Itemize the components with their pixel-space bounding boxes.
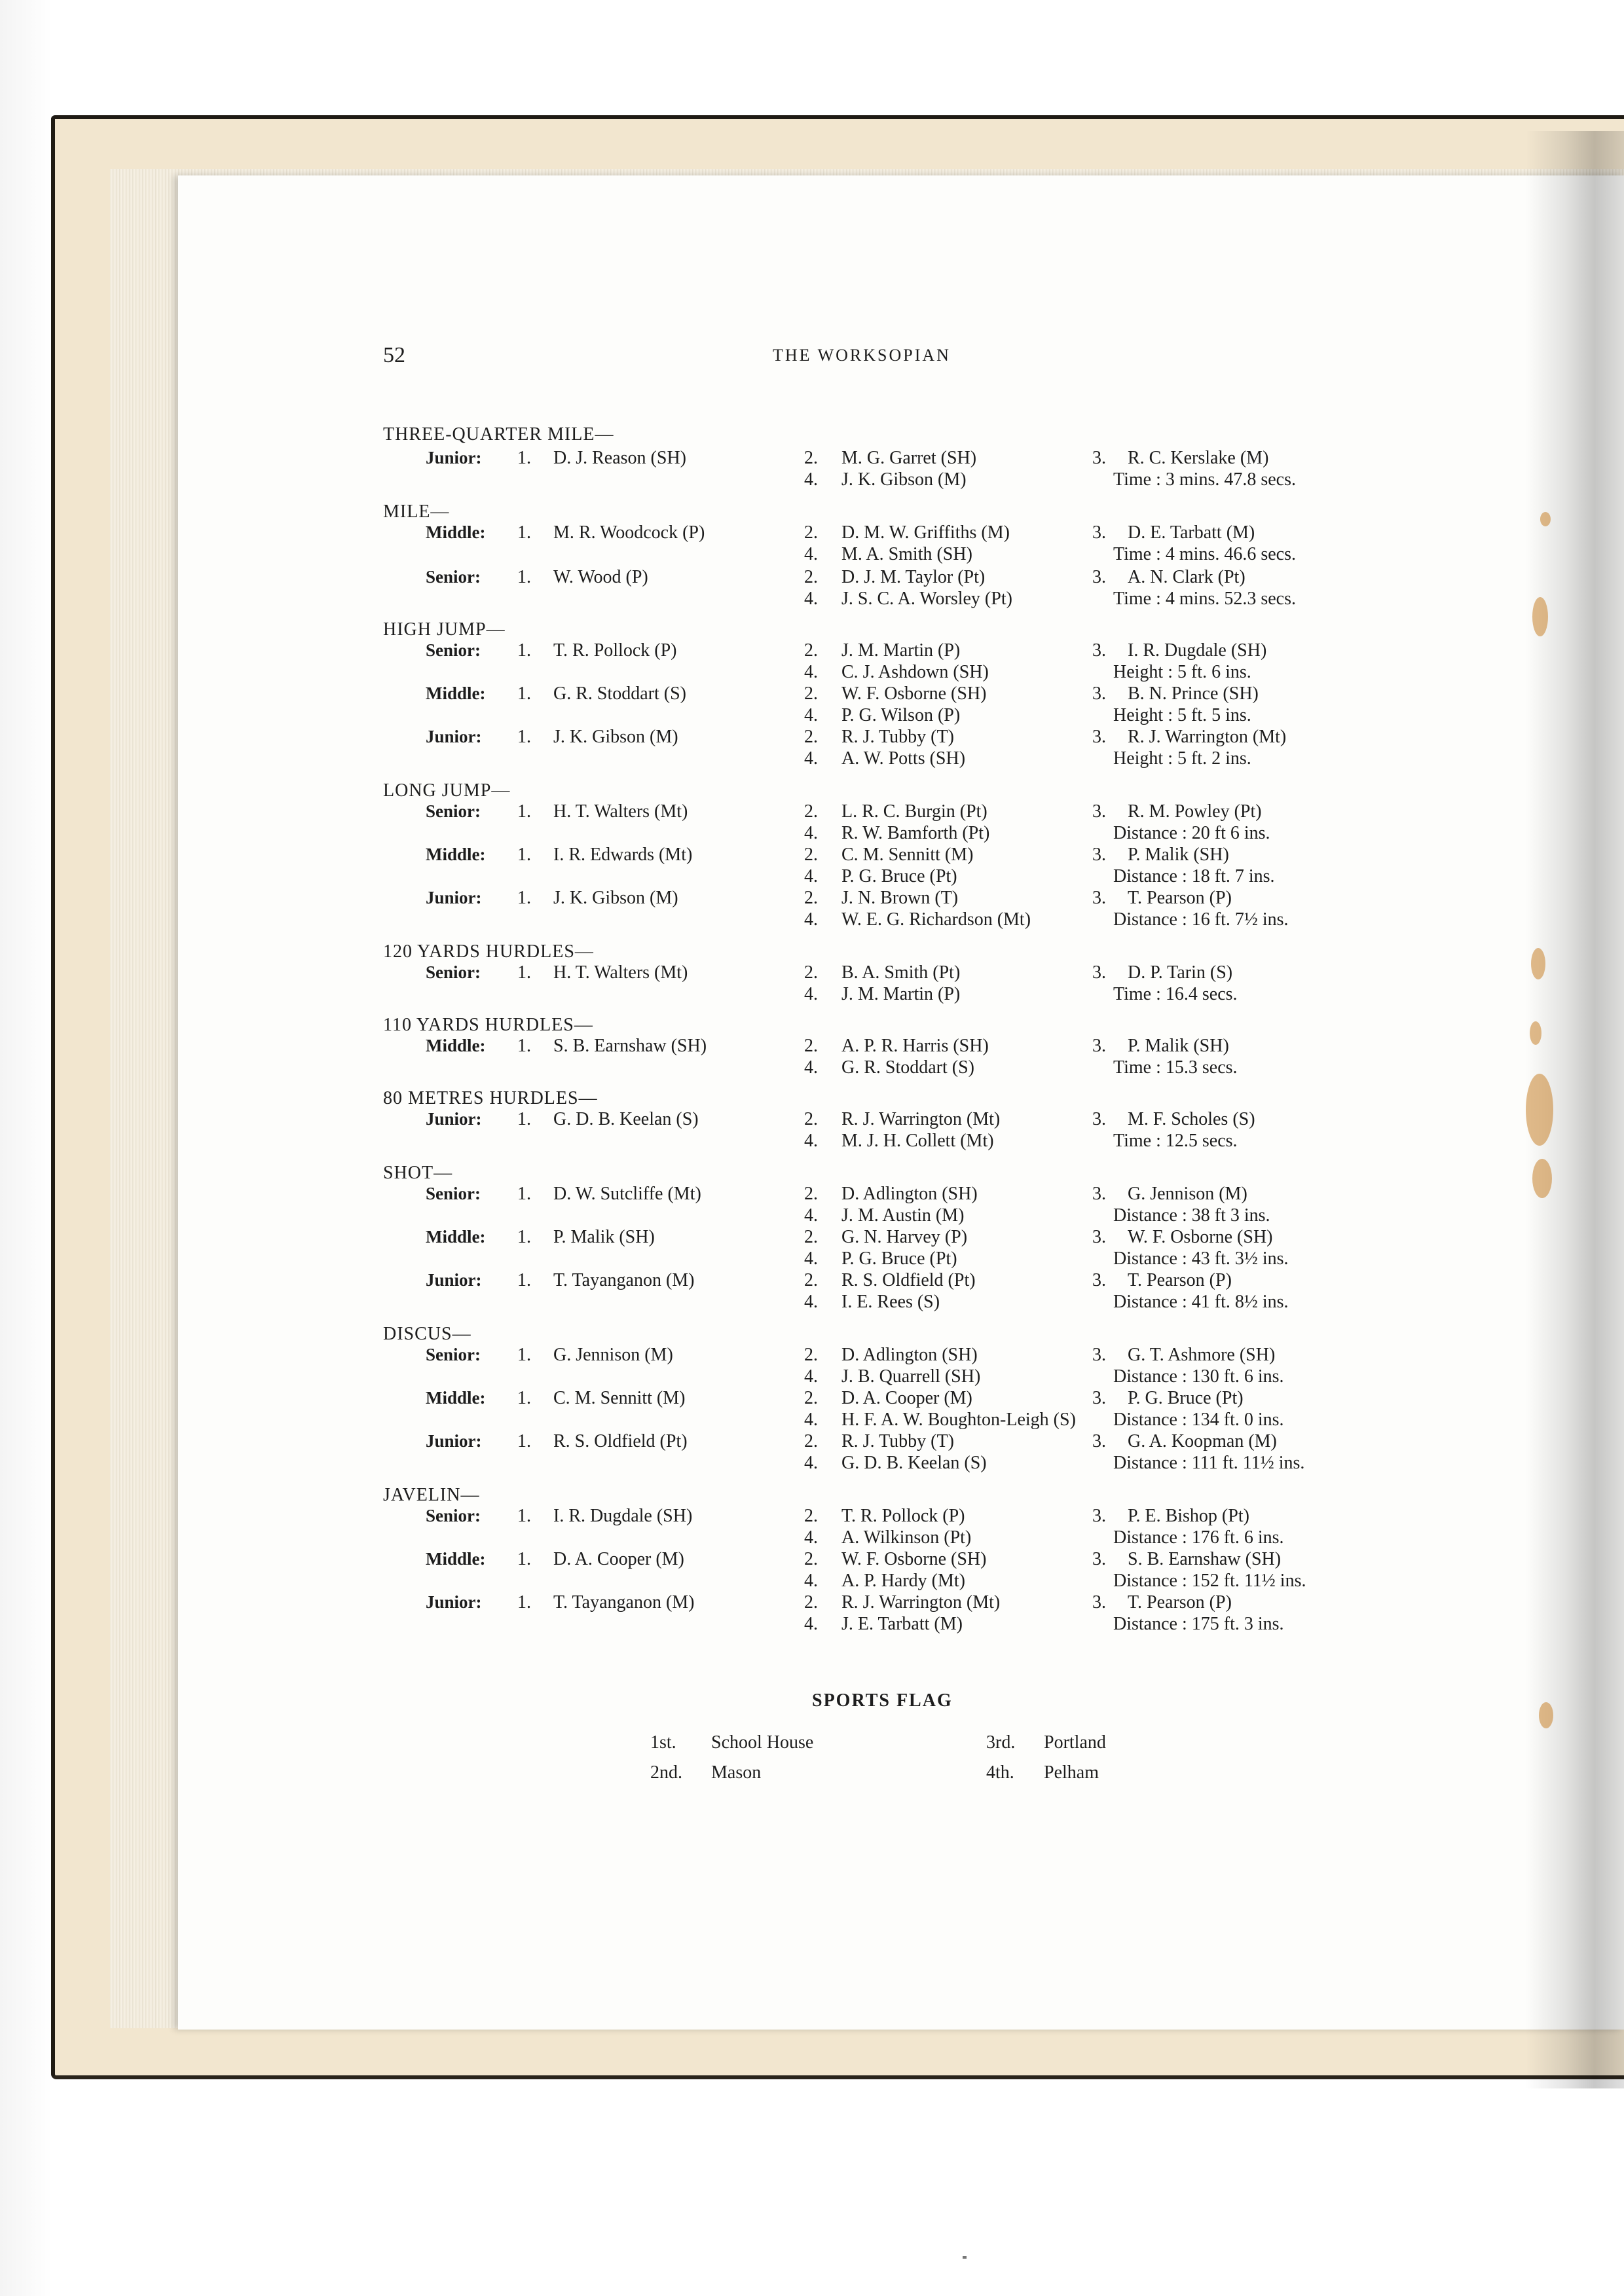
place-number: 4. xyxy=(804,1205,818,1226)
place-number: 1. xyxy=(517,1227,531,1247)
place-number: 2. xyxy=(804,888,818,908)
scan-speck xyxy=(963,2256,967,2259)
place-number: 3. xyxy=(1092,683,1106,704)
place-number: 3. xyxy=(1092,1431,1106,1451)
place-number: 4. xyxy=(804,705,818,725)
fourth-place-name: R. W. Bamforth (Pt) xyxy=(841,823,990,843)
place-number: 1. xyxy=(517,1036,531,1056)
result-measure: Distance : 130 ft. 6 ins. xyxy=(1113,1366,1284,1387)
category-label: Middle: xyxy=(426,1549,486,1569)
third-place-name: G. Jennison (M) xyxy=(1128,1184,1247,1204)
fourth-place-name: J. K. Gibson (M) xyxy=(841,469,967,490)
category-label: Middle: xyxy=(426,683,486,703)
second-place-name: T. R. Pollock (P) xyxy=(841,1506,965,1526)
event-title: SHOT— xyxy=(383,1163,453,1183)
place-number: 3. xyxy=(1092,845,1106,865)
fourth-place-name: P. G. Wilson (P) xyxy=(841,705,961,725)
third-place-name: R. M. Powley (Pt) xyxy=(1128,801,1262,822)
flag-house: School House xyxy=(711,1732,814,1753)
fourth-place-name: J. B. Quarrell (SH) xyxy=(841,1366,981,1387)
category-label: Junior: xyxy=(426,1109,482,1129)
event-title: 120 YARDS HURDLES— xyxy=(383,941,594,962)
third-place-name: I. R. Dugdale (SH) xyxy=(1128,640,1267,661)
second-place-name: R. J. Warrington (Mt) xyxy=(841,1109,1001,1129)
place-number: 4. xyxy=(804,469,818,490)
place-number: 4. xyxy=(804,823,818,843)
result-measure: Height : 5 ft. 2 ins. xyxy=(1113,748,1251,769)
second-place-name: R. J. Tubby (T) xyxy=(841,1431,954,1451)
place-number: 1. xyxy=(517,727,531,747)
winner-name: T. R. Pollock (P) xyxy=(553,640,677,661)
place-number: 3. xyxy=(1092,1592,1106,1613)
event-title: DISCUS— xyxy=(383,1324,471,1344)
third-place-name: R. J. Warrington (Mt) xyxy=(1128,727,1287,747)
place-number: 1. xyxy=(517,640,531,661)
second-place-name: D. M. W. Griffiths (M) xyxy=(841,522,1010,543)
third-place-name: P. Malik (SH) xyxy=(1128,845,1229,865)
fourth-place-name: A. P. Hardy (Mt) xyxy=(841,1571,965,1591)
category-label: Senior: xyxy=(426,567,481,587)
place-number: 3. xyxy=(1092,1184,1106,1204)
category-label: Junior: xyxy=(426,448,482,467)
place-number: 3. xyxy=(1092,640,1106,661)
event-title: THREE-QUARTER MILE— xyxy=(383,424,614,445)
result-measure: Distance : 16 ft. 7½ ins. xyxy=(1113,909,1289,930)
place-number: 1. xyxy=(517,888,531,908)
place-number: 4. xyxy=(804,1366,818,1387)
result-measure: Time : 16.4 secs. xyxy=(1113,984,1238,1004)
place-number: 2. xyxy=(804,1270,818,1290)
second-place-name: D. A. Cooper (M) xyxy=(841,1388,972,1408)
fourth-place-name: J. M. Martin (P) xyxy=(841,984,961,1004)
winner-name: R. S. Oldfield (Pt) xyxy=(553,1431,688,1451)
place-number: 4. xyxy=(804,1453,818,1473)
second-place-name: J. M. Martin (P) xyxy=(841,640,961,661)
second-place-name: W. F. Osborne (SH) xyxy=(841,1549,987,1569)
third-place-name: M. F. Scholes (S) xyxy=(1128,1109,1255,1129)
second-place-name: B. A. Smith (Pt) xyxy=(841,962,961,983)
second-place-name: R. S. Oldfield (Pt) xyxy=(841,1270,976,1290)
winner-name: T. Tayanganon (M) xyxy=(553,1270,695,1290)
second-place-name: D. Adlington (SH) xyxy=(841,1184,978,1204)
place-number: 2. xyxy=(804,1431,818,1451)
result-measure: Distance : 18 ft. 7 ins. xyxy=(1113,866,1275,886)
place-number: 1. xyxy=(517,522,531,543)
place-number: 2. xyxy=(804,1549,818,1569)
place-number: 2. xyxy=(804,845,818,865)
result-measure: Distance : 38 ft 3 ins. xyxy=(1113,1205,1270,1226)
place-number: 3. xyxy=(1092,448,1106,468)
place-number: 1. xyxy=(517,845,531,865)
place-number: 4. xyxy=(804,909,818,930)
category-label: Middle: xyxy=(426,1388,486,1408)
result-measure: Time : 15.3 secs. xyxy=(1113,1057,1238,1078)
second-place-name: J. N. Brown (T) xyxy=(841,888,959,908)
result-measure: Height : 5 ft. 6 ins. xyxy=(1113,662,1251,682)
result-measure: Time : 3 mins. 47.8 secs. xyxy=(1113,469,1296,490)
place-number: 1. xyxy=(517,1345,531,1365)
place-number: 1. xyxy=(517,1431,531,1451)
result-measure: Time : 4 mins. 46.6 secs. xyxy=(1113,544,1296,564)
flag-house: Portland xyxy=(1044,1732,1106,1753)
place-number: 3. xyxy=(1092,1036,1106,1056)
winner-name: D. A. Cooper (M) xyxy=(553,1549,684,1569)
winner-name: H. T. Walters (Mt) xyxy=(553,962,688,983)
result-measure: Distance : 20 ft 6 ins. xyxy=(1113,823,1270,843)
second-place-name: M. G. Garret (SH) xyxy=(841,448,977,468)
winner-name: W. Wood (P) xyxy=(553,567,648,587)
result-measure: Distance : 175 ft. 3 ins. xyxy=(1113,1614,1284,1634)
stain-mark xyxy=(1539,1702,1553,1728)
place-number: 4. xyxy=(804,1248,818,1269)
category-label: Middle: xyxy=(426,845,486,864)
place-number: 3. xyxy=(1092,1549,1106,1569)
page-number: 52 xyxy=(383,343,405,367)
flag-place: 2nd. xyxy=(650,1762,682,1783)
place-number: 3. xyxy=(1092,801,1106,822)
third-place-name: P. G. Bruce (Pt) xyxy=(1128,1388,1244,1408)
category-label: Junior: xyxy=(426,1270,482,1290)
third-place-name: D. E. Tarbatt (M) xyxy=(1128,522,1255,543)
category-label: Senior: xyxy=(426,640,481,660)
category-label: Middle: xyxy=(426,1036,486,1055)
flag-place: 3rd. xyxy=(986,1732,1016,1753)
event-title: 110 YARDS HURDLES— xyxy=(383,1015,593,1035)
stain-mark xyxy=(1532,1159,1552,1198)
result-measure: Height : 5 ft. 5 ins. xyxy=(1113,705,1251,725)
winner-name: P. Malik (SH) xyxy=(553,1227,655,1247)
place-number: 4. xyxy=(804,1292,818,1312)
place-number: 4. xyxy=(804,1527,818,1548)
place-number: 3. xyxy=(1092,1109,1106,1129)
place-number: 4. xyxy=(804,662,818,682)
fourth-place-name: J. M. Austin (M) xyxy=(841,1205,965,1226)
winner-name: I. R. Dugdale (SH) xyxy=(553,1506,693,1526)
third-place-name: A. N. Clark (Pt) xyxy=(1128,567,1246,587)
result-measure: Distance : 111 ft. 11½ ins. xyxy=(1113,1453,1305,1473)
category-label: Middle: xyxy=(426,522,486,542)
third-place-name: T. Pearson (P) xyxy=(1128,1592,1232,1613)
place-number: 2. xyxy=(804,1345,818,1365)
place-number: 1. xyxy=(517,567,531,587)
fourth-place-name: G. D. B. Keelan (S) xyxy=(841,1453,987,1473)
place-number: 2. xyxy=(804,801,818,822)
place-number: 4. xyxy=(804,1410,818,1430)
place-number: 3. xyxy=(1092,1270,1106,1290)
third-place-name: T. Pearson (P) xyxy=(1128,888,1232,908)
result-measure: Time : 4 mins. 52.3 secs. xyxy=(1113,589,1296,609)
second-place-name: A. P. R. Harris (SH) xyxy=(841,1036,989,1056)
place-number: 4. xyxy=(804,589,818,609)
place-number: 3. xyxy=(1092,962,1106,983)
third-place-name: W. F. Osborne (SH) xyxy=(1128,1227,1273,1247)
second-place-name: L. R. C. Burgin (Pt) xyxy=(841,801,987,822)
winner-name: H. T. Walters (Mt) xyxy=(553,801,688,822)
place-number: 3. xyxy=(1092,567,1106,587)
second-place-name: C. M. Sennitt (M) xyxy=(841,845,974,865)
winner-name: S. B. Earnshaw (SH) xyxy=(553,1036,707,1056)
stain-mark xyxy=(1540,512,1551,526)
winner-name: G. R. Stoddart (S) xyxy=(553,683,686,704)
place-number: 4. xyxy=(804,1131,818,1151)
place-number: 4. xyxy=(804,866,818,886)
second-place-name: D. J. M. Taylor (Pt) xyxy=(841,567,986,587)
stain-mark xyxy=(1531,948,1545,979)
winner-name: J. K. Gibson (M) xyxy=(553,888,678,908)
event-title: HIGH JUMP— xyxy=(383,619,506,640)
place-number: 2. xyxy=(804,1227,818,1247)
place-number: 2. xyxy=(804,683,818,704)
flag-house: Mason xyxy=(711,1762,762,1783)
place-number: 4. xyxy=(804,1571,818,1591)
place-number: 1. xyxy=(517,1184,531,1204)
place-number: 1. xyxy=(517,1270,531,1290)
place-number: 2. xyxy=(804,448,818,468)
flag-house: Pelham xyxy=(1044,1762,1099,1783)
result-measure: Distance : 43 ft. 3½ ins. xyxy=(1113,1248,1289,1269)
stain-mark xyxy=(1526,1074,1553,1146)
winner-name: C. M. Sennitt (M) xyxy=(553,1388,686,1408)
scan-background xyxy=(0,0,52,2296)
fourth-place-name: J. S. C. A. Worsley (Pt) xyxy=(841,589,1012,609)
third-place-name: D. P. Tarin (S) xyxy=(1128,962,1233,983)
place-number: 1. xyxy=(517,1506,531,1526)
fourth-place-name: P. G. Bruce (Pt) xyxy=(841,866,957,886)
place-number: 1. xyxy=(517,1549,531,1569)
place-number: 3. xyxy=(1092,727,1106,747)
place-number: 2. xyxy=(804,1506,818,1526)
category-label: Junior: xyxy=(426,727,482,746)
fourth-place-name: W. E. G. Richardson (Mt) xyxy=(841,909,1031,930)
fourth-place-name: A. W. Potts (SH) xyxy=(841,748,966,769)
third-place-name: G. A. Koopman (M) xyxy=(1128,1431,1277,1451)
category-label: Senior: xyxy=(426,1184,481,1203)
place-number: 1. xyxy=(517,962,531,983)
second-place-name: R. J. Tubby (T) xyxy=(841,727,954,747)
place-number: 3. xyxy=(1092,1388,1106,1408)
category-label: Senior: xyxy=(426,801,481,821)
third-place-name: S. B. Earnshaw (SH) xyxy=(1128,1549,1282,1569)
fourth-place-name: I. E. Rees (S) xyxy=(841,1292,940,1312)
sports-flag-title: SPORTS FLAG xyxy=(812,1690,953,1711)
place-number: 3. xyxy=(1092,1506,1106,1526)
place-number: 1. xyxy=(517,801,531,822)
event-title: 80 METRES HURDLES— xyxy=(383,1088,598,1108)
result-measure: Distance : 41 ft. 8½ ins. xyxy=(1113,1292,1289,1312)
place-number: 3. xyxy=(1092,1345,1106,1365)
category-label: Senior: xyxy=(426,1345,481,1364)
winner-name: G. Jennison (M) xyxy=(553,1345,673,1365)
place-number: 2. xyxy=(804,1388,818,1408)
place-number: 2. xyxy=(804,522,818,543)
second-place-name: W. F. Osborne (SH) xyxy=(841,683,987,704)
event-title: JAVELIN— xyxy=(383,1485,480,1505)
place-number: 1. xyxy=(517,1109,531,1129)
place-number: 2. xyxy=(804,1184,818,1204)
place-number: 4. xyxy=(804,748,818,769)
category-label: Junior: xyxy=(426,1592,482,1612)
third-place-name: B. N. Prince (SH) xyxy=(1128,683,1259,704)
flag-place: 1st. xyxy=(650,1732,676,1753)
winner-name: D. W. Sutcliffe (Mt) xyxy=(553,1184,701,1204)
place-number: 2. xyxy=(804,567,818,587)
result-measure: Distance : 152 ft. 11½ ins. xyxy=(1113,1571,1306,1591)
fourth-place-name: C. J. Ashdown (SH) xyxy=(841,662,989,682)
third-place-name: T. Pearson (P) xyxy=(1128,1270,1232,1290)
category-label: Junior: xyxy=(426,1431,482,1451)
fourth-place-name: P. G. Bruce (Pt) xyxy=(841,1248,957,1269)
place-number: 2. xyxy=(804,1036,818,1056)
place-number: 1. xyxy=(517,683,531,704)
place-number: 2. xyxy=(804,727,818,747)
running-head: THE WORKSOPIAN xyxy=(773,346,951,365)
result-measure: Time : 12.5 secs. xyxy=(1113,1131,1238,1151)
fourth-place-name: H. F. A. W. Boughton-Leigh (S) xyxy=(841,1410,1076,1430)
category-label: Junior: xyxy=(426,888,482,907)
third-place-name: R. C. Kerslake (M) xyxy=(1128,448,1269,468)
place-number: 4. xyxy=(804,1614,818,1634)
place-number: 2. xyxy=(804,1592,818,1613)
event-title: LONG JUMP— xyxy=(383,780,511,801)
place-number: 3. xyxy=(1092,888,1106,908)
stain-mark xyxy=(1530,1021,1541,1045)
place-number: 1. xyxy=(517,448,531,468)
result-measure: Distance : 134 ft. 0 ins. xyxy=(1113,1410,1284,1430)
place-number: 3. xyxy=(1092,522,1106,543)
result-measure: Distance : 176 ft. 6 ins. xyxy=(1113,1527,1284,1548)
fourth-place-name: M. A. Smith (SH) xyxy=(841,544,972,564)
place-number: 2. xyxy=(804,1109,818,1129)
place-number: 2. xyxy=(804,640,818,661)
category-label: Senior: xyxy=(426,962,481,982)
fourth-place-name: M. J. H. Collett (Mt) xyxy=(841,1131,994,1151)
second-place-name: G. N. Harvey (P) xyxy=(841,1227,968,1247)
place-number: 4. xyxy=(804,1057,818,1078)
category-label: Senior: xyxy=(426,1506,481,1525)
winner-name: G. D. B. Keelan (S) xyxy=(553,1109,699,1129)
event-title: MILE— xyxy=(383,501,450,522)
winner-name: I. R. Edwards (Mt) xyxy=(553,845,693,865)
place-number: 1. xyxy=(517,1592,531,1613)
third-place-name: G. T. Ashmore (SH) xyxy=(1128,1345,1276,1365)
fourth-place-name: A. Wilkinson (Pt) xyxy=(841,1527,972,1548)
second-place-name: D. Adlington (SH) xyxy=(841,1345,978,1365)
winner-name: J. K. Gibson (M) xyxy=(553,727,678,747)
fourth-place-name: G. R. Stoddart (S) xyxy=(841,1057,974,1078)
category-label: Middle: xyxy=(426,1227,486,1247)
flag-place: 4th. xyxy=(986,1762,1014,1783)
third-place-name: P. Malik (SH) xyxy=(1128,1036,1229,1056)
place-number: 4. xyxy=(804,984,818,1004)
third-place-name: P. E. Bishop (Pt) xyxy=(1128,1506,1249,1526)
place-number: 3. xyxy=(1092,1227,1106,1247)
fourth-place-name: J. E. Tarbatt (M) xyxy=(841,1614,963,1634)
winner-name: T. Tayanganon (M) xyxy=(553,1592,695,1613)
winner-name: D. J. Reason (SH) xyxy=(553,448,686,468)
stain-mark xyxy=(1532,597,1548,636)
second-place-name: R. J. Warrington (Mt) xyxy=(841,1592,1001,1613)
place-number: 4. xyxy=(804,544,818,564)
place-number: 2. xyxy=(804,962,818,983)
winner-name: M. R. Woodcock (P) xyxy=(553,522,705,543)
place-number: 1. xyxy=(517,1388,531,1408)
